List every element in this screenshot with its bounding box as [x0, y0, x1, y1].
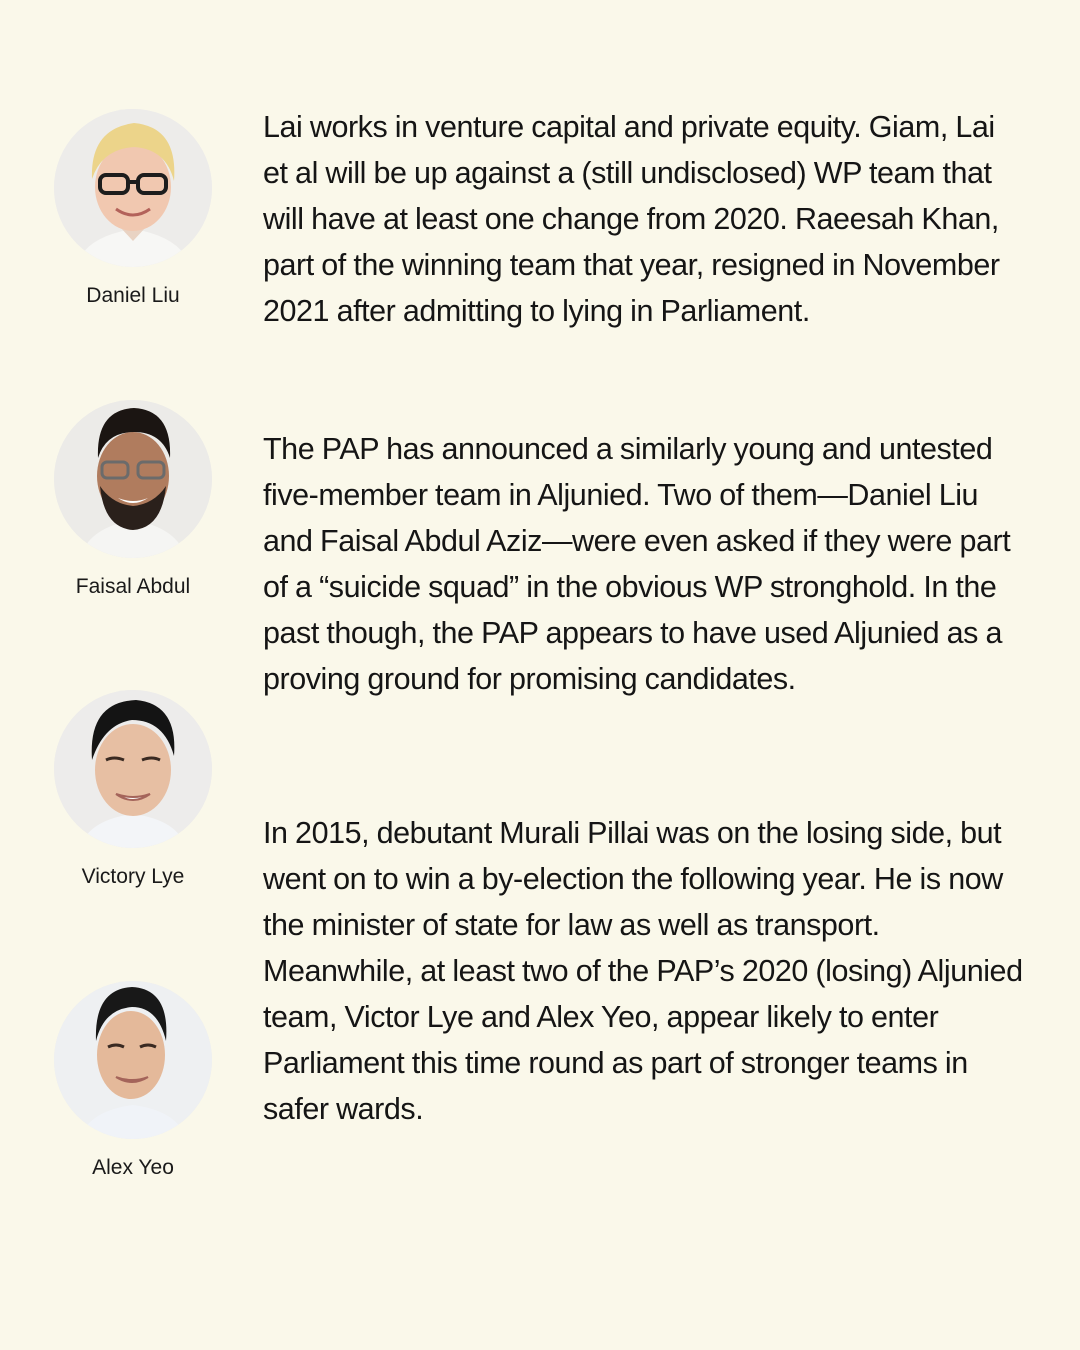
article-paragraph-3: In 2015, debutant Murali Pillai was on the losing side, but went on to win a by-election the following year. He is now the minister of state for law as well as transport. Meanwhile, at least two of the PAP’s 2020 (losing) Aljunied team, Victor Lye and Alex Yeo, appear likely to enter Parliament this time round as part of stronger teams in safer wards.: [263, 816, 1023, 1126]
person-name: Alex Yeo: [92, 1156, 174, 1179]
portrait-photo-icon: [54, 981, 212, 1139]
person-card-faisal-abdul: [54, 400, 212, 598]
person-card-alex-yeo: [54, 981, 212, 1179]
person-name: Faisal Abdul: [75, 575, 191, 598]
person-card-daniel-liu: [54, 109, 212, 307]
person-card-victory-lye: [54, 690, 212, 888]
person-name: Daniel Liu: [86, 284, 180, 307]
portrait-photo-icon: [54, 690, 212, 848]
portrait-photo-icon: [54, 400, 212, 558]
article-paragraph-1: Lai works in venture capital and private equity. Giam, Lai et al will be up against a (still undisclosed) WP team that will have at least one change from 2020. Raeesah Khan, part of the winning team that year, resigned in November 2021 after admitting to lying in Parliament.: [263, 110, 1000, 328]
article-paragraph-2: The PAP has announced a similarly young and untested five-member team in Aljunied. Two of them—Daniel Liu and Faisal Abdul Aziz—were even asked if they were part of a “suicide squad” in the obvious WP stronghold. In the past though, the PAP appears to have used Aljunied as a proving ground for promising candidates.: [263, 432, 1011, 696]
person-name: Victory Lye: [81, 865, 185, 888]
portrait-photo-icon: [54, 109, 212, 267]
